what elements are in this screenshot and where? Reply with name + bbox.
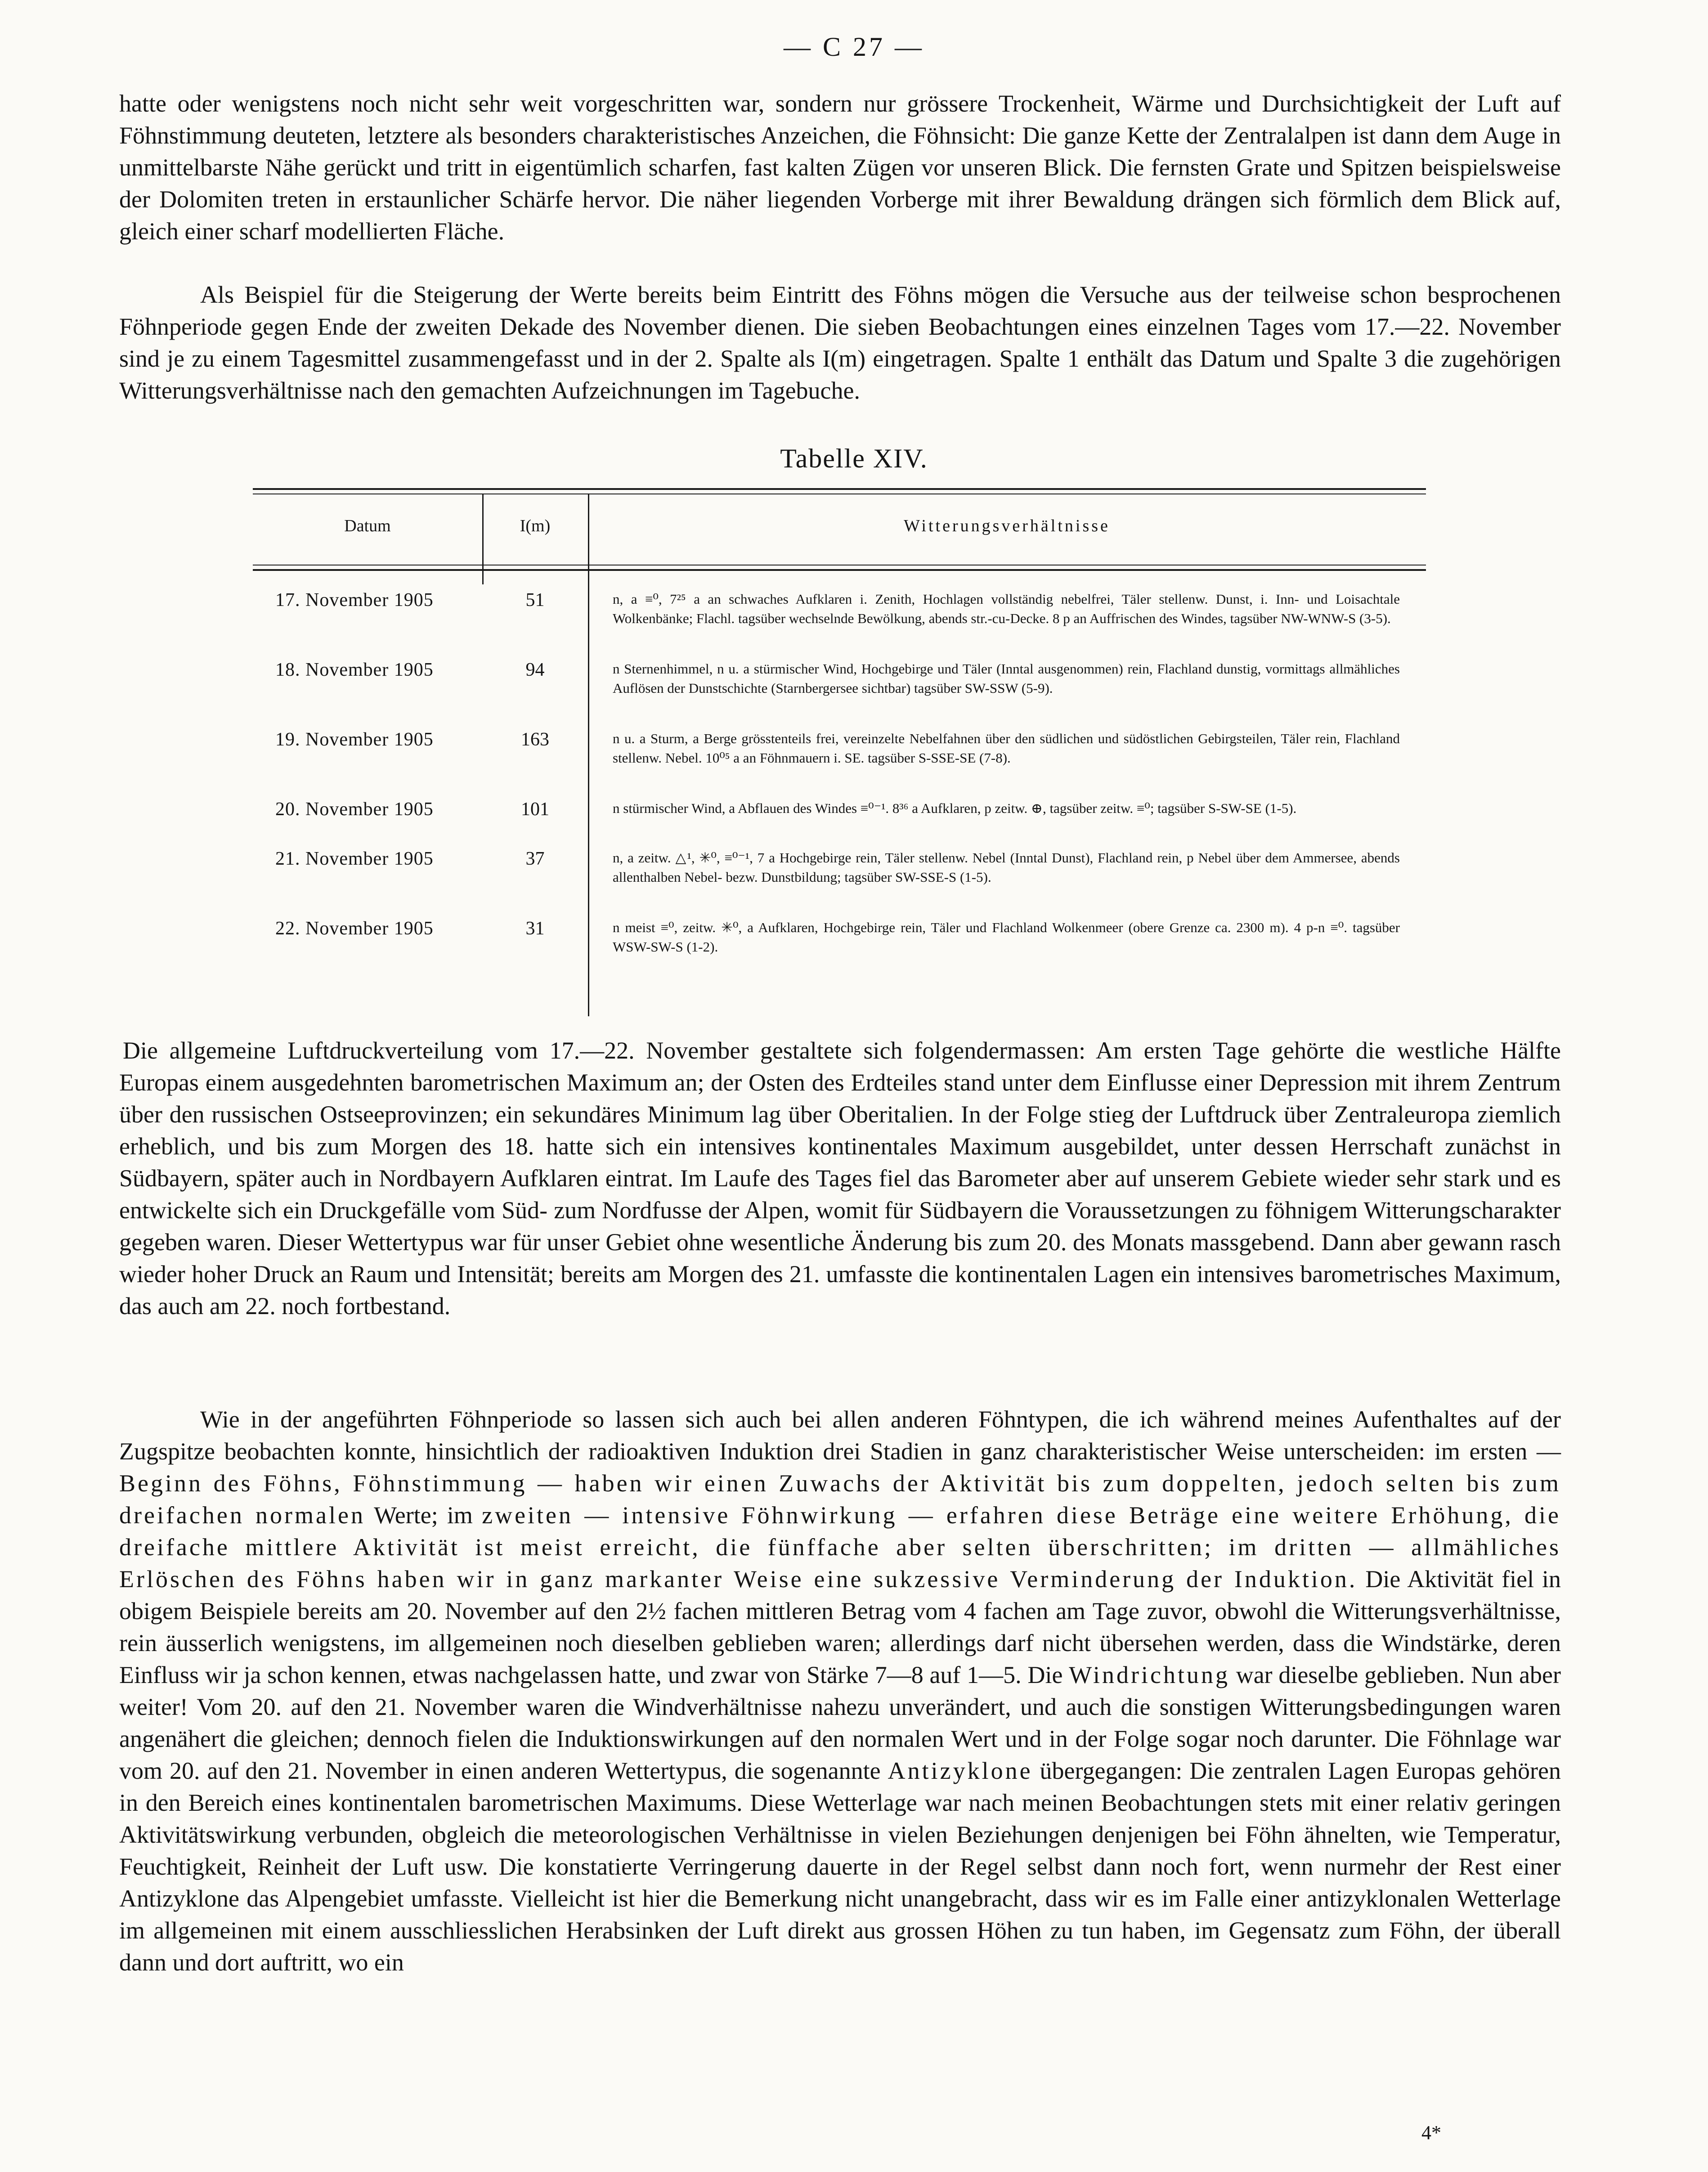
row-date: 19. November 1905 [275, 729, 434, 750]
row-date: 18. November 1905 [275, 660, 434, 680]
row-weather: n stürmischer Wind, a Abflauen des Windes ≡⁰⁻¹. 8³⁶ a Aufklaren, p zeitw. ⊕, tagsüber zeitw. ≡⁰; tagsüber S-SW-SE (1-5). [613, 800, 1297, 816]
row-im: 101 [521, 799, 549, 820]
row-weather: n Sternenhimmel, n u. a stürmischer Wind, Hochgebirge und Täler (Inntal ausgenommen) rein, Flachland dunstig, vormittags allmähliches Auflösen der Dunstschichte (Starnbergersee sichtbar) tagsüber SW-SSW (5-9). [613, 661, 1400, 696]
paragraph-3: Die allgemeine Luftdruckverteilung vom 17.—22. November gestaltete sich folgendermassen: Am ersten Tage gehörte die westliche Hälfte Europas einem ausgedehnten barometrischen Maximum an; der Osten des Erdteiles stand unter dem Einflusse einer Depression mit ihrem Zentrum über den russischen Ostseeprovinzen; ein sekundäres Minimum lag über Oberitalien. In der Folge stieg der Luftdruck über Zentraleuropa ziemlich erheblich, und bis zum Morgen des 18. hatte sich ein intensives kontinentales Maximum ausgebildet, unter dessen Herrschaft zunächst in Südbayern, später auch in Nordbayern Aufklaren eintrat. Im Laufe des Tages fiel das Barometer aber auf unserem Gebiete wieder sehr stark und es entwickelte sich ein Druckgefälle vom Süd- zum Nordfusse der Alpen, womit für Südbayern die Voraussetzungen zu föhnigem Witterungscharakter gegeben waren. Dieser Wettertypus war für unser Gebiet ohne wesentliche Änderung bis zum 20. des Monats massgebend. Dann aber gewann rasch wieder hoher Druck an Raum und Intensität; bereits am Morgen des 21. umfasste die kontinentalen Lagen ein intensives barometrisches Maximum, das auch am 22. noch fortbestand. [119, 1037, 1561, 1319]
row-weather: n u. a Sturm, a Berge grösstenteils frei, vereinzelte Nebelfahnen über den südlichen und südöstlichen Gebirgsteilen, Täler rein, Flachland stellenw. Nebel. 10⁰⁵ a an Föhnmauern i. SE. tagsüber S-SSE-SE (7-8). [613, 731, 1400, 766]
paragraph-4-emphasis-h: Antizyklone [888, 1757, 1033, 1784]
paragraph-4-emphasis-d: zweiten — intensive Föhnwirkung — erfahren diese Beträge eine weitere Erhöhung, die dreifache mittlere Aktivität ist meist erreicht, die fünffache aber selten überschritten; im dritten — allmähliches Erlöschen des Föhns haben wir in ganz markanter Weise eine sukzessive Verminderung der Induktion. [119, 1502, 1561, 1593]
paragraph-2: Als Beispiel für die Steigerung der Werte bereits beim Eintritt des Föhns mögen die Versuche aus der teilweise schon besprochenen Föhnperiode gegen Ende der zweiten Dekade des November dienen. Die sieben Beobachtungen eines einzelnen Tages vom 17.—22. November sind je zu einem Tagesmittel zusammengefasst und in der 2. Spalte als I(m) eingetragen. Spalte 1 enthält das Datum und Spalte 3 die zugehörigen Witterungsverhältnisse nach den gemachten Aufzeichnungen im Tagebuche. [119, 281, 1561, 404]
table-divider-1 [482, 494, 484, 584]
table-title: Tabelle XIV. [780, 444, 928, 473]
paragraph-4-text-a: Wie in der angeführten Föhnperiode so lassen sich auch bei allen anderen Föhntypen, die ich während meines Aufenthaltes auf der Zugspitze beobachten konnte, hinsichtlich der radioaktiven Induktion drei Stadien in ganz charakteristischer Weise unterscheiden: im ersten — [119, 1406, 1561, 1465]
weather-table [253, 488, 1426, 1019]
row-date: 21. November 1905 [275, 848, 434, 869]
header-weather: Witterungsverhältnisse [904, 516, 1110, 535]
paragraph-4-text-c: Werte; im [365, 1502, 482, 1529]
paragraph-4 [119, 1404, 1561, 1979]
table-divider-2 [588, 494, 589, 1016]
page-header: — C 27 — [783, 32, 925, 62]
paragraph-1: hatte oder wenigstens noch nicht sehr weit vorgeschritten war, sondern nur grössere Trockenheit, Wärme und Durchsichtigkeit der Luft auf Föhnstimmung deuteten, letztere als besonders charakteristisches Anzeichen, die Föhnsicht: Die ganze Kette der Zentralalpen ist dann dem Auge in unmittelbarste Nähe gerückt und tritt in eigentümlich scharfen, fast kalten Zügen vor unseren Blick. Die fernsten Grate und Spitzen beispielsweise der Dolomiten treten in erstaunlicher Schärfe hervor. Die näher liegenden Vorberge mit ihrer Bewaldung drängen sich förmlich dem Blick auf, gleich einer scharf modellierten Fläche. [119, 90, 1561, 245]
row-im: 94 [525, 660, 545, 680]
header-date: Datum [344, 516, 391, 535]
table-header-rule-thick [253, 569, 1426, 571]
row-date: 17. November 1905 [275, 590, 434, 610]
row-date: 20. November 1905 [275, 799, 434, 820]
header-im: I(m) [520, 516, 551, 535]
row-im: 51 [525, 590, 545, 610]
row-date: 22. November 1905 [275, 918, 434, 939]
row-im: 163 [521, 729, 549, 750]
paragraph-4-text-g: war dieselbe geblieben. Nun aber weiter! Vom 20. auf den 21. November waren die Windverhältnisse nahezu unverändert, und auch die sonstigen Witterungsbedingungen waren angenähert die gleichen; dennoch fielen die Induktionswirkungen auf den normalen Wert und in der Folge sogar noch darunter. Die Föhnlage war vom 20. auf den 21. November in einen anderen Wettertypus, die sogenannte [119, 1661, 1561, 1784]
row-weather: n, a ≡⁰, 7²⁵ a an schwaches Aufklaren i. Zenith, Hochlagen vollständig nebelfrei, Täler stellenw. Dunst, i. Inn- und Loisachtale Wolkenbänke; Flachl. tagsüber wechselnde Bewölkung, abends str.-cu-Decke. 8 p an Auffrischen des Windes, tagsüber NW-WNW-S (3-5). [613, 591, 1400, 626]
row-weather: n meist ≡⁰, zeitw. ✳⁰, a Aufklaren, Hochgebirge rein, Täler und Flachland Wolkenmeer (obere Grenze ca. 2300 m). 4 p-n ≡⁰. tagsüber WSW-SW-S (1-2). [613, 920, 1400, 955]
table-top-rule [253, 488, 1426, 490]
paragraph-4-text-e: Die Aktivität fiel in obigem Beispiele bereits am 20. November auf den 2½ fachen mittleren Betrag vom 4 fachen am Tage zuvor, obwohl die Witterungsverhältnisse, rein äusserlich wenigstens, im allgemeinen noch dieselben geblieben waren; allerdings darf nicht übersehen werden, dass die Windstärke, deren Einfluss wir ja schon kennen, etwas nachgelassen hatte, und zwar von Stärke 7—8 auf 1—5. Die [119, 1566, 1561, 1688]
paragraph-4-emphasis-b: Beginn des Föhns, Föhnstimmung — haben wir einen Zuwachs der Aktivität bis zum doppelten, jedoch selten bis zum dreifachen normalen [119, 1470, 1561, 1529]
paragraph-4-emphasis-f: Windrichtung [1069, 1661, 1230, 1688]
row-weather: n, a zeitw. △¹, ✳⁰, ≡⁰⁻¹, 7 a Hochgebirge rein, Täler stellenw. Nebel (Inntal Dunst), Flachland rein, p Nebel über dem Ammersee, abends allenthalben Nebel- bezw. Dunstbildung; tagsüber SW-SSE-S (1-5). [613, 850, 1400, 885]
page-footer-signature: 4* [1421, 2122, 1441, 2144]
paragraph-4-text-i: übergegangen: Die zentralen Lagen Europas gehören in den Bereich eines kontinentalen barometrischen Maximums. Diese Wetterlage war nach meinen Beobachtungen stets mit einer relativ geringen Aktivitätswirkung verbunden, obgleich die meteorologischen Verhältnisse in vielen Beziehungen denjenigen bei Föhn ähnelten, wie Temperatur, Feuchtigkeit, Reinheit der Luft usw. Die konstatierte Verringerung dauerte in der Regel selbst dann noch fort, wenn nurmehr der Rest einer Antizyklone das Alpengebiet umfasste. Vielleicht ist hier die Bemerkung nicht unangebracht, dass wir es im Falle einer antizyklonalen Wetterlage im allgemeinen mit einem ausschliesslichen Herabsinken der Luft direkt aus grossen Höhen zu tun haben, im Gegensatz zum Föhn, der überall dann und dort auftritt, wo ein [119, 1757, 1561, 1976]
row-im: 37 [525, 848, 545, 869]
row-im: 31 [525, 918, 545, 939]
